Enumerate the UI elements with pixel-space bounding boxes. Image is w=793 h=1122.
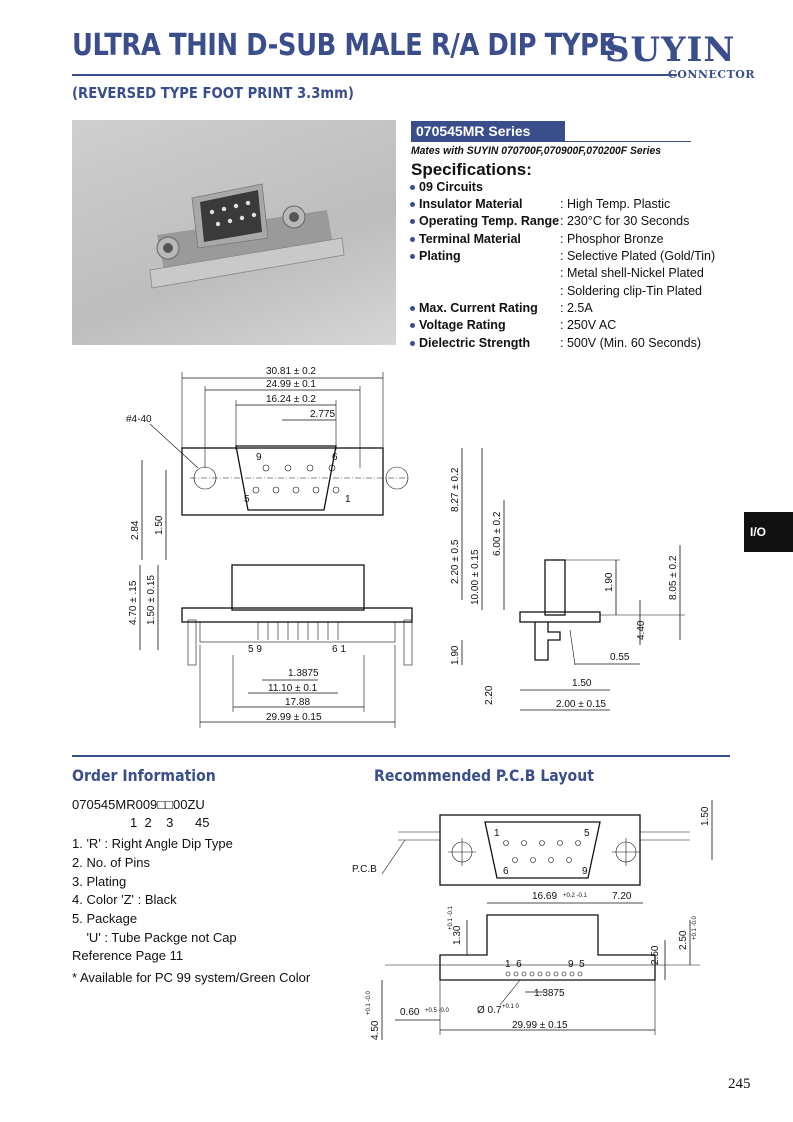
dim-1-50: 1.50 <box>154 515 165 535</box>
pcb-pin-6: 6 <box>503 866 509 877</box>
order-part-number: 070545MR009□□00ZU <box>72 797 205 812</box>
dim-30-81: 30.81 ± 0.2 <box>266 366 316 377</box>
pcb-dim-16-69: 16.69 <box>532 891 558 902</box>
pcb-dim-1-50: 1.50 <box>700 806 711 826</box>
pcb-row-left: 1 6 <box>505 959 522 970</box>
bullet-icon <box>410 341 415 346</box>
pcb-dim-29-99: 29.99 ± 0.15 <box>512 1020 568 1031</box>
spec-row <box>410 214 559 228</box>
page-subtitle: (REVERSED TYPE FOOT PRINT 3.3mm) <box>72 84 354 102</box>
spec-row <box>410 336 559 350</box>
dim-1-90: 1.90 <box>450 645 461 665</box>
product-photo <box>72 120 396 345</box>
pcb-dim-1-30: 1.30 <box>452 925 463 945</box>
series-rule <box>411 141 691 142</box>
pcb-dim-1-30-tol: +0.1 -0.1 <box>448 906 454 930</box>
io-tab: I/O <box>744 512 793 552</box>
order-line: 'U' : Tube Packge not Cap <box>72 930 237 945</box>
pcb-dim-2-50a: 2.50 <box>650 945 661 965</box>
spec-label: Voltage Rating <box>419 318 506 332</box>
dim-side-4-40: 4.40 <box>636 620 647 640</box>
spec-value: : 500V (Min. 60 Seconds) <box>560 336 702 350</box>
pcb-dim-0-60: 0.60 <box>400 1007 420 1018</box>
spec-label: Terminal Material <box>419 232 521 246</box>
dim-29-99: 29.99 ± 0.15 <box>266 712 322 723</box>
spec-label: Dielectric Strength <box>419 336 531 350</box>
bullet-icon <box>410 237 415 242</box>
pcb-dim-2-50-tol: +0.1 -0.0 <box>692 916 698 940</box>
dim-11-10: 11.10 ± 0.1 <box>268 683 318 694</box>
dim-2-20: 2.20 ± 0.5 <box>450 539 461 584</box>
spec-value: : Selective Plated (Gold/Tin) <box>560 249 716 263</box>
spec-value: : Metal shell-Nickel Plated <box>560 266 704 280</box>
spec-row <box>410 249 559 263</box>
spec-row <box>410 318 559 332</box>
bullet-icon <box>410 323 415 328</box>
spec-label: 09 Circuits <box>419 180 483 194</box>
dim-side-0-55: 0.55 <box>610 652 630 663</box>
pcb-dim-2-50b: 2.50 <box>678 930 689 950</box>
pcb-dim-hole-tol: +0.1 0 <box>502 1004 519 1010</box>
order-line: Reference Page 11 <box>72 948 184 963</box>
dim-side-1-50: 1.50 <box>572 678 592 689</box>
dim-8-27: 8.27 ± 0.2 <box>450 467 461 512</box>
pcb-label: P.C.B <box>352 864 377 875</box>
dim-6-00: 6.00 ± 0.2 <box>492 511 503 556</box>
dim-1-50b: 1.50 ± 0.15 <box>146 575 157 625</box>
brand-logo-sub: CONNECTOR <box>668 68 755 81</box>
order-index: 1 2 3 45 <box>130 815 210 830</box>
dim-side-8-05: 8.05 ± 0.2 <box>668 555 679 600</box>
dim-side-1-90: 1.90 <box>604 572 615 592</box>
bullet-icon <box>410 185 415 190</box>
pin-label-5: 5 <box>244 494 250 505</box>
dim-4-70: 4.70 ± .15 <box>128 580 139 625</box>
connector-photo-illustration <box>72 120 396 345</box>
bottom-pins-left: 5 9 <box>248 644 262 655</box>
pin-label-9: 9 <box>256 452 262 463</box>
spec-value: : 250V AC <box>560 318 617 332</box>
bullet-icon <box>410 202 415 207</box>
mates-note: Mates with SUYIN 070700F,070900F,070200F Series <box>411 145 662 157</box>
spec-label: Max. Current Rating <box>419 301 538 315</box>
pcb-layout-drawing <box>340 795 740 1055</box>
spec-value: : 2.5A <box>560 301 593 315</box>
spec-label: Plating <box>419 249 461 263</box>
pcb-dim-4-50-tol: +0.1 -0.0 <box>366 991 372 1015</box>
order-line: 5. Package <box>72 911 138 926</box>
pcb-dim-7-20: 7.20 <box>612 891 632 902</box>
dim-16-24: 16.24 ± 0.2 <box>266 394 316 405</box>
pcb-dim-hole: Ø 0.7 <box>477 1005 502 1016</box>
spec-row <box>410 180 559 194</box>
pcb-pin-9: 9 <box>582 866 588 877</box>
spec-row <box>410 197 559 211</box>
dim-side-2-00: 2.00 ± 0.15 <box>556 699 606 710</box>
hole-label: #4-40 <box>126 414 152 425</box>
spec-value: : 230°C for 30 Seconds <box>560 214 690 228</box>
brand-logo: SUYIN <box>605 30 736 70</box>
order-line: 2. No. of Pins <box>72 855 151 870</box>
bullet-icon <box>410 254 415 259</box>
spec-title: Specifications: <box>411 160 532 179</box>
section-rule <box>72 755 730 757</box>
page-number: 245 <box>728 1076 751 1092</box>
spec-label: Operating Temp. Range <box>419 214 560 228</box>
dim-17-88: 17.88 <box>285 697 311 708</box>
pcb-dim-16-69-tol: +0.2 -0.1 <box>563 893 587 899</box>
pcb-dim-0-60-tol: +0.5 -0.0 <box>425 1008 449 1014</box>
dim-10-00: 10.00 ± 0.15 <box>470 549 481 605</box>
dim-24-99: 24.99 ± 0.1 <box>266 379 316 390</box>
order-line: * Available for PC 99 system/Green Color <box>72 970 311 985</box>
spec-value: : Phosphor Bronze <box>560 232 664 246</box>
pin-label-6: 6 <box>332 452 338 463</box>
pcb-row-right: 9 5 <box>568 959 585 970</box>
dim-1-3875: 1.3875 <box>288 668 319 679</box>
pcb-dim-4-50: 4.50 <box>370 1020 381 1040</box>
bullet-icon <box>410 219 415 224</box>
spec-label: Insulator Material <box>419 197 523 211</box>
pin-label-1: 1 <box>345 494 351 505</box>
title-rule <box>72 74 677 76</box>
dim-2-84: 2.84 <box>130 520 141 540</box>
spec-value: : Soldering clip-Tin Plated <box>560 284 702 298</box>
dimension-drawing <box>0 355 740 740</box>
pcb-heading: Recommended P.C.B Layout <box>374 766 594 785</box>
spec-value: : High Temp. Plastic <box>560 197 671 211</box>
spec-row <box>410 232 559 246</box>
page-title: ULTRA THIN D-SUB MALE R/A DIP TYPE <box>72 28 616 63</box>
pcb-pin-1: 1 <box>494 828 500 839</box>
order-line: 4. Color 'Z' : Black <box>72 892 177 907</box>
series-label: 070545MR Series <box>411 121 565 141</box>
pcb-dim-1-3875: 1.3875 <box>534 988 565 999</box>
spec-row <box>410 301 559 315</box>
order-line: 1. 'R' : Right Angle Dip Type <box>72 836 233 851</box>
bullet-icon <box>410 306 415 311</box>
order-line: 3. Plating <box>72 874 127 889</box>
pcb-pin-5: 5 <box>584 828 590 839</box>
order-heading: Order Information <box>72 766 216 785</box>
bottom-pins-right: 6 1 <box>332 644 346 655</box>
dim-2-775: 2.775 <box>310 409 336 420</box>
dim-side-2-20: 2.20 <box>484 685 495 705</box>
